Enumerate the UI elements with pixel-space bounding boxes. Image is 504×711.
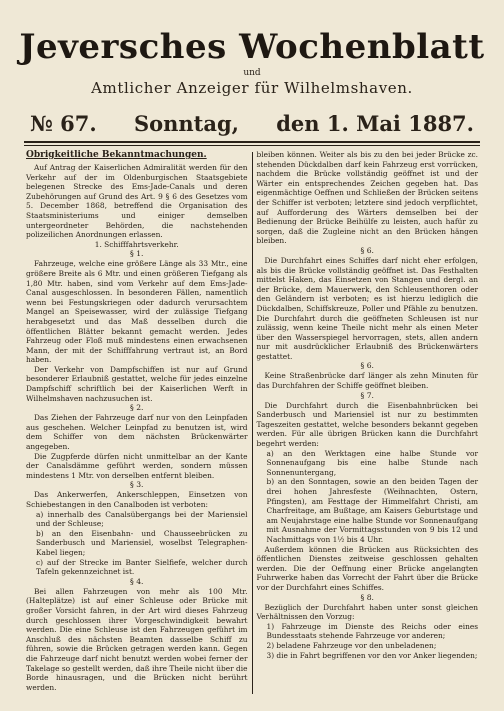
paragraph-number: § 8. — [360, 592, 374, 602]
paragraph: Außerdem können die Brücken aus Rücksichten des öffentlichen Dienstes zeitweise geschlossen gehalten werden. Die der Oeffnung einer Brücke angelangten Fuhrwerke haben das Vorrecht der Fahrt über die Brücke vor der Durchfahrt eines Schiffes. — [256, 544, 478, 592]
issue-line — [30, 111, 474, 137]
article-columns — [22, 150, 482, 696]
paragraph-number: § 3. — [130, 480, 144, 490]
paragraph-number: § 2. — [130, 403, 144, 413]
paragraph: Die Durchfahrt eines Schiffes darf nicht eher erfolgen, als bis die Brücke vollständig geöffnet ist. Das Festhalten mittelst Haken, das Einsetzen von Stangen und dergl. an der Brücke, dem Mauerwerk, den Schleusenthoren oder den Geländern ist verboten; es ist hierzu lediglich die Dückdalben, Schiffskreuze, Poller und Pfähle zu benutzen. Die Durchfahrt durch die geöffneten Schleusen ist nur zulässig, wenn keine Theile nicht mehr als einen Meter über den Wasserspiegel hervorragen, stets, allen andern nur mit ausdrücklicher Erlaubniß des Brückenwärters gestattet. — [256, 255, 478, 361]
issue-date: den 1. Mai 1887. — [276, 111, 474, 136]
paragraph: Der Verkehr von Dampfschiffen ist nur auf Grund besonderer Erlaubniß gestattet, welche für jedes einzelne Dampfschiff schriftlich bei der Kaiserlichen Werft in Wilhelmshaven nachzusuchen ist. — [26, 364, 248, 403]
section-heading: Obrigkeitliche Bekanntmachungen. — [26, 150, 207, 160]
paragraph-number: § 4. — [130, 576, 144, 586]
list-item: b) an den Sonntagen, sowie an den beiden Tagen der drei hohen Jahresfeste (Weihnachten, Ostern, Pfingsten), am Festtage der Himmelfahrt Christi, am Charfreitage, am Bußtage, am Kaisers Geburtstage und am Neujahrstage eine halbe Stunde vor Sonnenaufgang mit Ausnahme der Vormittagsstunden von 9 bis 12 und Nachmittags von 1½ bis 4 Uhr. — [266, 477, 478, 544]
header-rule-thick — [24, 141, 480, 143]
paragraph: Bezüglich der Durchfahrt haben unter sonst gleichen Verhältnissen den Vorzug: — [256, 602, 478, 622]
paragraph: Die Zugpferde dürfen nicht unmittelbar an der Kante der Canalsdämme geführt werden, sondern müssen mindestens 1 Mtr. von derselben entfernt bleiben. — [26, 451, 248, 480]
list-item: 1) Fahrzeuge im Dienste des Reichs oder eines Bundesstaats stehende Fahrzeuge vor anderen; — [266, 621, 478, 641]
list-item: 3) die in Fahrt begriffenen vor den vor Anker liegenden; — [266, 650, 478, 660]
paragraph-number: § 6. — [360, 245, 374, 255]
issue-number: № 67. — [30, 111, 97, 136]
list-item: 2) beladene Fahrzeuge vor den unbeladenen; — [266, 640, 437, 650]
paragraph: Bei allen Fahrzeugen von mehr als 100 Mtr. (Halteplätze) ist auf einer Schleuse oder Brücke mit großer Vorsicht fahren, in der Art wird dieses Fahrzeug durch geschlossen ihrer Vorgeschwindigkeit bewahrt werden. Die eine Schleuse ist den Fahrzeugen geführt im Anschluß des nächsten Beamten dasselbe Schiff zu führen, sowie die Brücken getragen werden kann. Gegen die Fahrzeuge darf nicht benutzt werden wobei ferner der Takelage so gestellt werden, daß ihre Theile nicht über die Borde hinausragen, und die Brücken nicht berührt werden. — [26, 586, 248, 692]
paragraph-number: § 1. — [130, 249, 144, 259]
list-item: a) innerhalb des Canalsübergangs bei der Mariensiel und der Schleuse; — [36, 509, 248, 529]
masthead-und: und — [243, 68, 261, 78]
header-rule-thin — [24, 145, 480, 146]
list-item: a) an den Werktagen eine halbe Stunde vor Sonnenaufgang bis eine halbe Stunde nach Sonnenuntergang, — [266, 448, 478, 477]
paragraph: Die Durchfahrt durch die Eisenbahnbrücken bei Sanderbusch und Mariensiel ist nur zu bestimmten Tageszeiten gestattet, welche besonders bekannt gegeben werden. Für alle übrigen Brücken kann die Durchfahrt begehrt werden: — [256, 400, 478, 449]
issue-weekday: Sonntag, — [133, 111, 239, 136]
masthead-title: Jeversches Wochenblatt — [19, 27, 485, 67]
paragraph: bleiben können. Weiter als bis zu den bei jeder Brücke zc. stehenden Dückdalben darf kein Fahrzeug erst vorrücken, nachdem die Brücke vollständig geöffnet ist und der Wärter ein entsprechendes Zeichen gegeben hat. Das eigenmächtige Oeffnen und Schließen der Brücken seitens der Schiffer ist verboten; letztere sind jedoch verpflichtet, auf Aufforderung des Wärters demselben bei der Bedienung der Brücke Beihülfe zu leisten, auch hafür zu sorgen, daß die Zugleine nicht an den Brücken hängen bleiben. — [256, 150, 478, 246]
subsection-title: 1. Schifffahrtsverkehr. — [94, 239, 179, 249]
paragraph-number: § 6. — [360, 361, 374, 371]
paragraph-number: § 7. — [360, 390, 374, 400]
paragraph: Das Ankerwerfen, Ankerschleppen, Einsetzen von Schiebestangen in den Canalboden ist verboten: — [26, 490, 248, 509]
list-item: c) auf der Strecke im Banter Sielfiefe, welcher durch Tafeln gekennzeichnet ist. — [36, 557, 248, 577]
masthead-subtitle: Amtlicher Anzeiger für Wilhelmshaven. — [91, 79, 413, 97]
paragraph: Fahrzeuge, welche eine größere Länge als 33 Mtr., eine größere Breite als 6 Mtr. und einen größeren Tiefgang als 1,80 Mtr. haben, sind vom Verkehr auf dem Ems-Jade-Canal ausgeschlossen. In besonderen Fällen, namentlich wenn bei Festungskriegen oder dadurch verursachtem Mangel an Speisewasser, wird der zulässige Tiefgang herabgesetzt und das Maß desselben durch die öffentlichen Blätter bekannt gemacht werden. Jedes Fahrzeug oder Floß muß mindestens einen erwachsenen Mann, der mit der Schifffahrung vertraut ist, an Bord haben. — [26, 259, 248, 365]
paragraph: Auf Antrag der Kaiserlichen Admiralität werden für den Verkehr auf der im Oldenburgischen Staatsgebiete belegenen Strecke des Ems-Jade-Canals und deren Zubehörungen auf Grund des Art. 9 § 6 des Gesetzes vom 5. December 1868, betreffend die Organisation des Staatsministeriums und einiger demselben untergeordneter Behörden, die nachstehenden polizeilichen Anordnungen erlassen. — [26, 163, 248, 240]
paragraph: Keine Straßenbrücke darf länger als zehn Minuten für das Durchfahren der Schiffe geöffnet bleiben. — [256, 371, 478, 391]
paragraph: Das Ziehen der Fahrzeuge darf nur von den Leinpfaden aus geschehen. Welcher Leinpfad zu benutzen ist, wird dem Schiffer von dem nächsten Brückenwärter angegeben. — [26, 413, 248, 452]
right-column — [253, 150, 483, 696]
left-column — [22, 150, 252, 696]
list-item: b) an den Eisenbahn- und Chausseebrücken zu Sanderbusch und Mariensiel, woselbst Telegraphen-Kabel liegen; — [36, 528, 248, 557]
